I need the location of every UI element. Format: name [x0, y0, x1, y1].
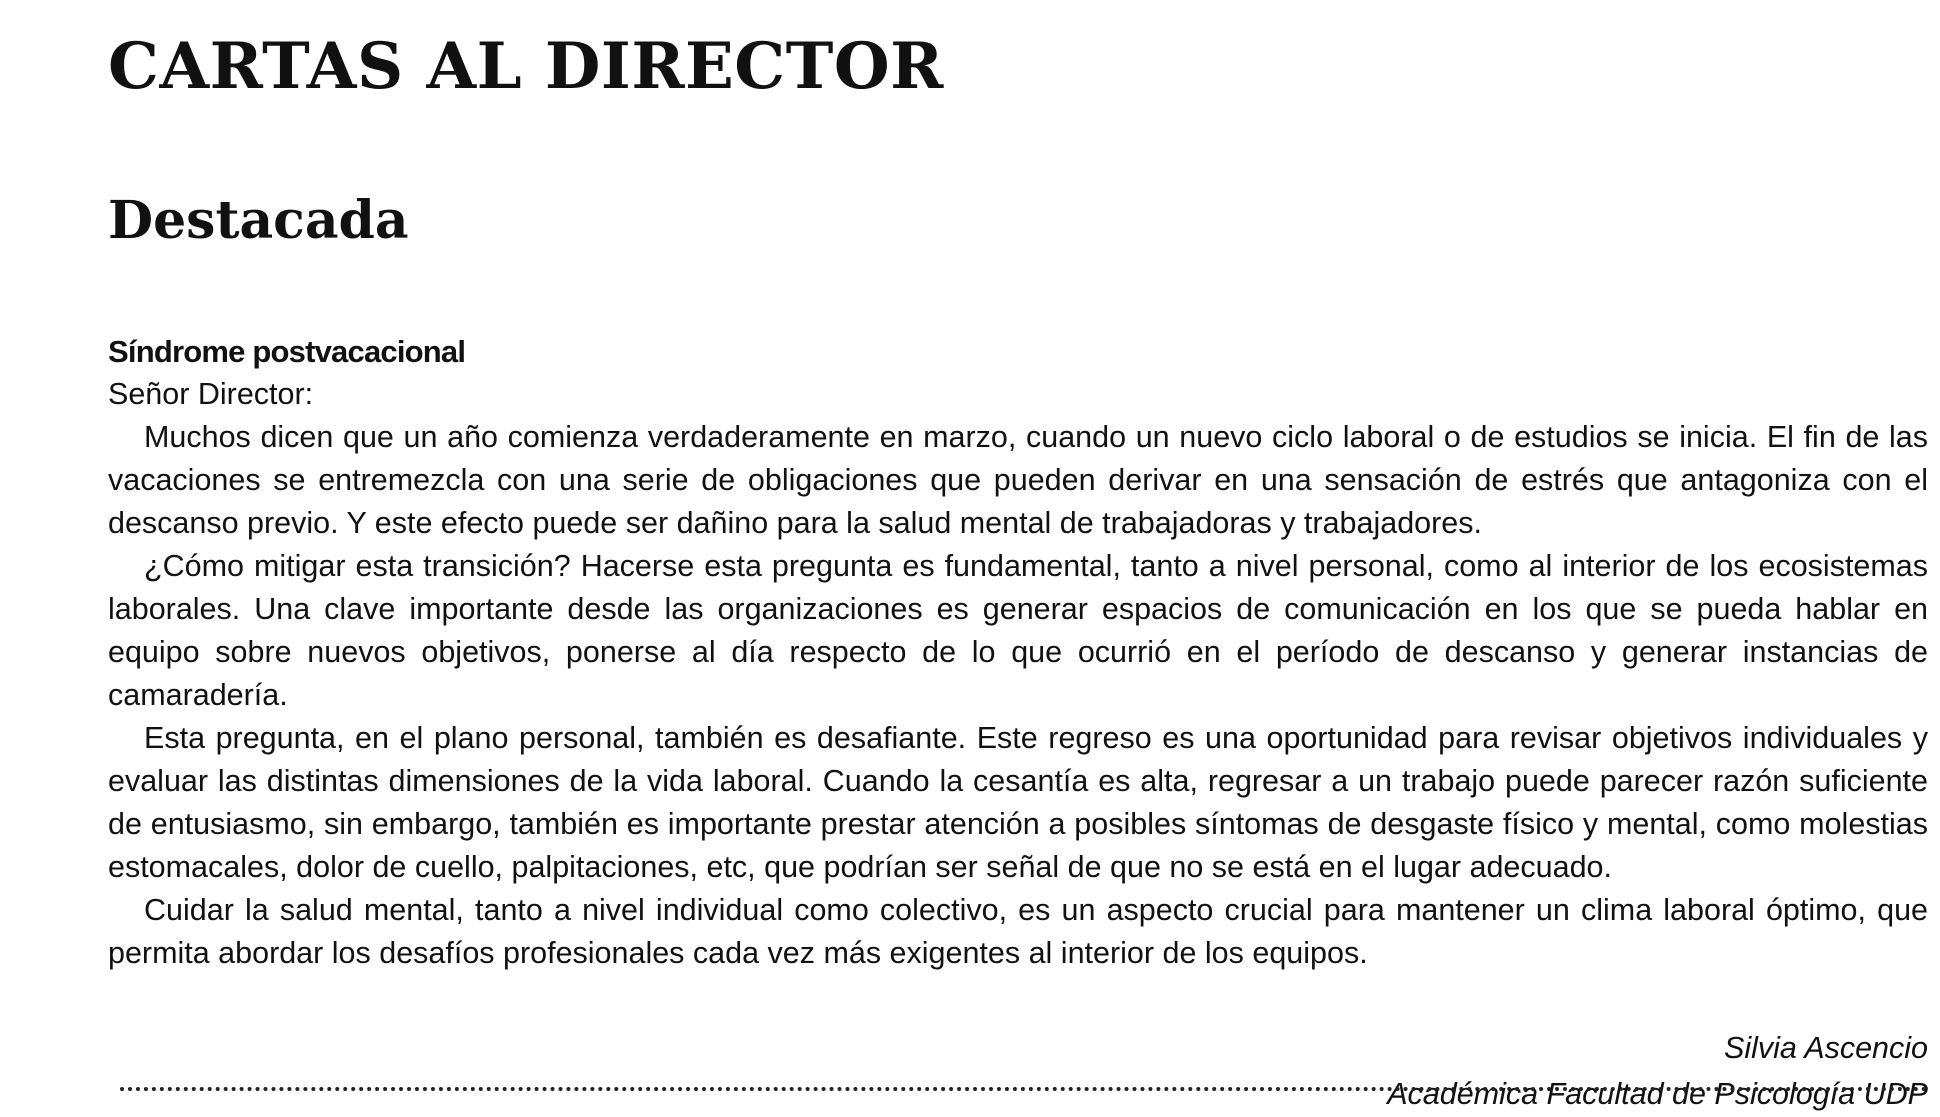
- letter-title: Síndrome postvacacional: [108, 334, 466, 369]
- letter-paragraph-3: Esta pregunta, en el plano personal, también es desafiante. Este regreso es una oportunidad para revisar objetivos individuales y evaluar las distintas dimensiones de la vida laboral. Cuando la cesantía es alta, regresar a un trabajo puede parecer razón suficiente de entusiasmo, sin embargo, también es importante prestar atención a posibles síntomas de desgaste físico y mental, como molestias estomacales, dolor de cuello, palpitaciones, etc, que podrían ser señal de que no se está en el lugar adecuado.: [108, 721, 1928, 884]
- author-affiliation: Académica Facultad de Psicología UDP: [1387, 1077, 1928, 1111]
- letter-signature: [108, 1025, 1928, 1117]
- featured-letter: [108, 330, 1928, 975]
- letter-paragraph-2: ¿Cómo mitigar esta transición? Hacerse esta pregunta es fundamental, tanto a nivel personal, como al interior de los ecosistemas laborales. Una clave importante desde las organizaciones es generar espacios de comunicación en los que se pueda hablar en equipo sobre nuevos objetivos, ponerse al día respecto de lo que ocurrió en el período de descanso y generar instancias de camaradería.: [108, 549, 1928, 712]
- dotted-divider: [120, 1087, 1928, 1091]
- author-name: Silvia Ascencio: [1724, 1031, 1928, 1065]
- letter-paragraph-1: Muchos dicen que un año comienza verdaderamente en marzo, cuando un nuevo ciclo laboral o de estudios se inicia. El fin de las vacaciones se entremezcla con una serie de obligaciones que pueden derivar en una sensación de estrés que antagoniza con el descanso previo. Y este efecto puede ser dañino para la salud mental de trabajadoras y trabajadores.: [108, 420, 1928, 540]
- section-title: CARTAS AL DIRECTOR: [108, 29, 944, 104]
- featured-label: Destacada: [108, 190, 409, 251]
- letter-salutation: Señor Director:: [108, 377, 314, 411]
- letter-paragraph-4: Cuidar la salud mental, tanto a nivel individual como colectivo, es un aspecto crucial para mantener un clima laboral óptimo, que permita abordar los desafíos profesionales cada vez más exigentes al interior de los equipos.: [108, 893, 1928, 970]
- letters-page: [108, 26, 1928, 1117]
